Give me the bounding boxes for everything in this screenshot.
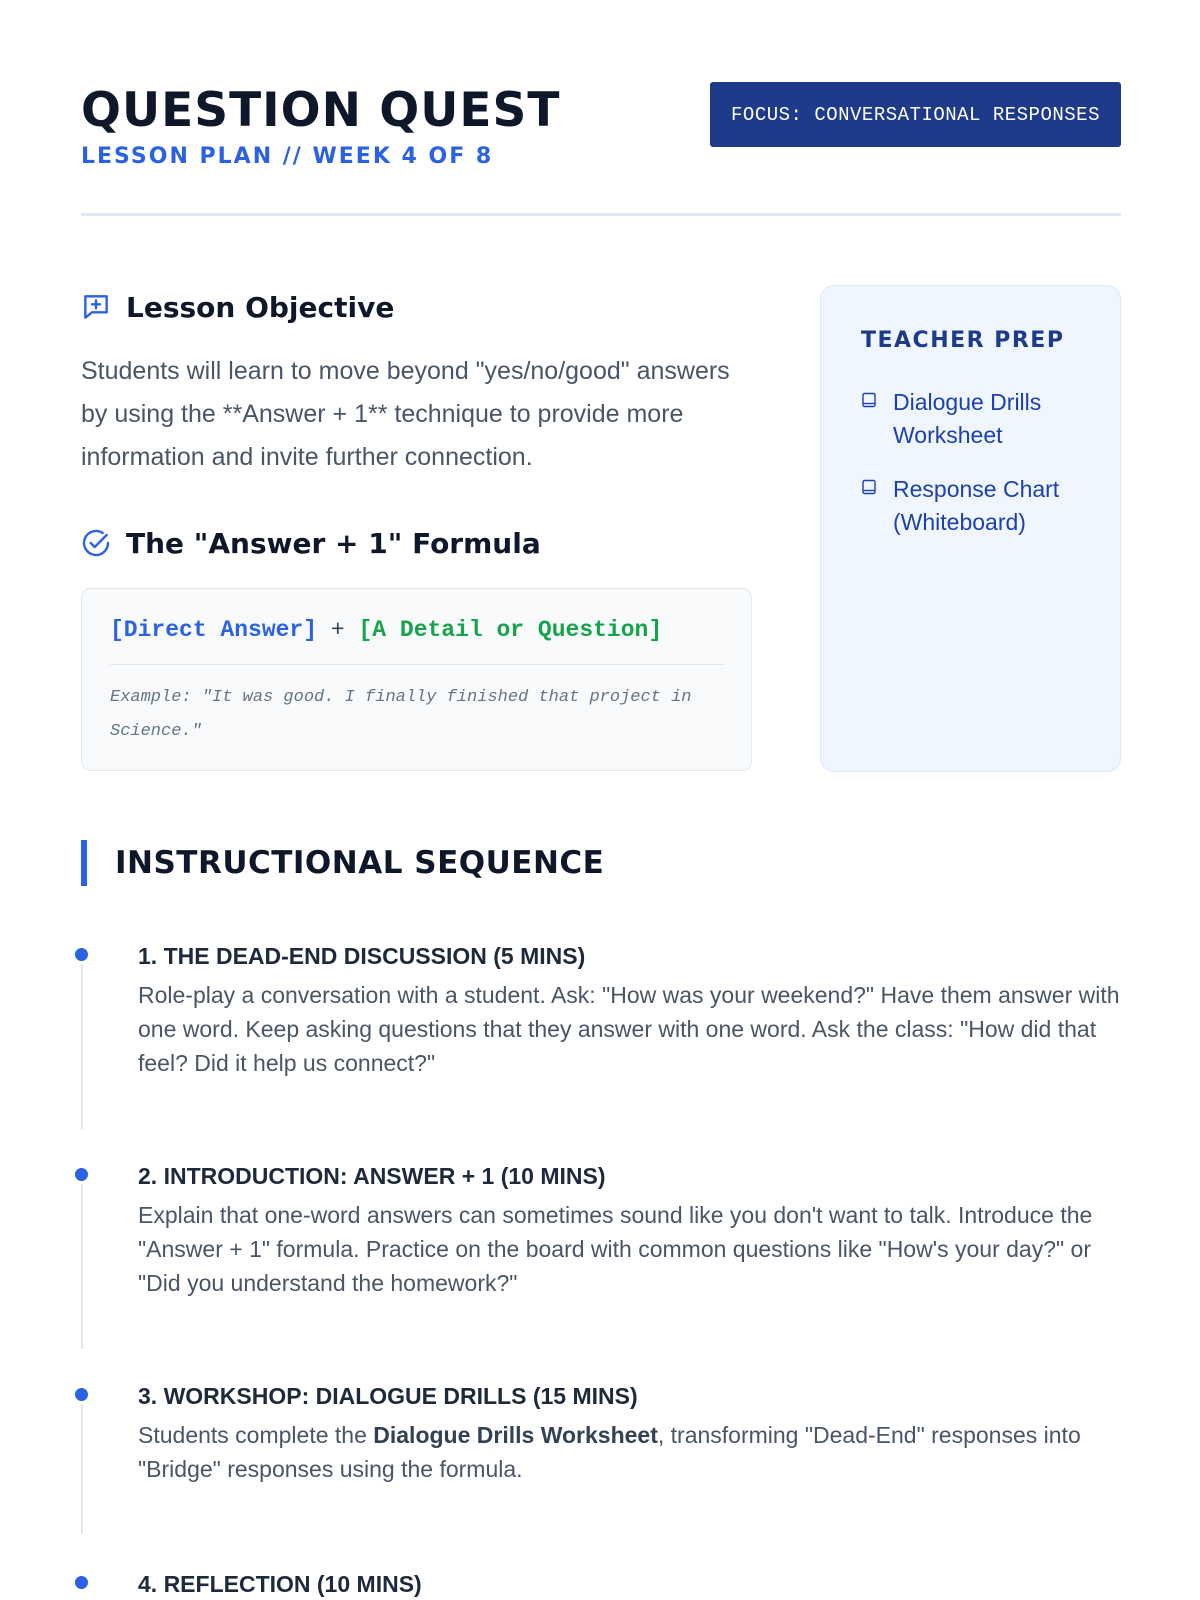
page-title: QUESTION QUEST <box>81 83 561 138</box>
step-title: 2. INTRODUCTION: ANSWER + 1 (10 MINS) <box>138 1163 606 1189</box>
step-description: Role-play a conversation with a student. Ask: "How was your weekend?" Have them answer with one word. Keep asking questions that they answer with one word. Ask the class: "How did that feel? Did it help us connect?" <box>138 982 1120 1076</box>
step-description <box>138 1418 1121 1486</box>
sequence-heading-label: INSTRUCTIONAL SEQUENCE <box>115 845 605 881</box>
formula-example: Example: "It was good. I finally finished that project in Science." <box>110 688 692 741</box>
formula-heading-label: The "Answer + 1" Formula <box>126 526 541 560</box>
bookmark-icon <box>861 479 879 499</box>
step-bullet <box>75 948 88 961</box>
check-circle-icon <box>79 526 113 560</box>
formula-part-direct-answer: [Direct Answer] <box>110 617 318 643</box>
formula-part-detail-or-question: [A Detail or Question] <box>358 617 663 643</box>
formula-plus: + <box>330 617 345 643</box>
teacher-prep-card <box>820 285 1121 772</box>
prep-item <box>861 386 1093 452</box>
teacher-prep-title: TEACHER PREP <box>861 328 1065 353</box>
step-description-text: Students complete the <box>138 1422 374 1448</box>
formula-box <box>81 588 752 771</box>
step-title: 1. THE DEAD-END DISCUSSION (5 MINS) <box>138 943 586 969</box>
worksheet-reference: Dialogue Drills Worksheet <box>373 1422 658 1448</box>
page-header <box>81 82 1121 217</box>
formula-line <box>110 617 662 643</box>
focus-badge: FOCUS: CONVERSATIONAL RESPONSES <box>710 82 1121 147</box>
header-divider <box>81 213 1121 216</box>
sequence-heading-bar <box>81 840 87 886</box>
bookmark-icon <box>861 392 879 412</box>
message-plus-icon <box>79 290 113 324</box>
formula-divider <box>110 664 724 665</box>
step-description-text: , transforming "Dead-End" responses into "Bridge" responses using the formula. <box>138 1422 1081 1482</box>
step-timeline-line <box>81 964 83 1129</box>
step-timeline-line <box>81 1184 83 1349</box>
sequence-heading <box>81 840 604 886</box>
step-title: 4. REFLECTION (10 MINS) <box>138 1571 422 1597</box>
objective-heading <box>79 290 394 324</box>
step-description: Explain that one-word answers can sometimes sound like you don't want to talk. Introduce the "Answer + 1" formula. Practice on the board with common questions like "How's your day?" or "Did you understand the homework?" <box>138 1202 1093 1296</box>
formula-heading <box>79 526 541 560</box>
objective-heading-label: Lesson Objective <box>126 290 395 324</box>
objective-text: Students will learn to move beyond "yes/no/good" answers by using the **Answer + 1** technique to provide more information and invite further connection. <box>81 357 730 471</box>
step-title: 3. WORKSHOP: DIALOGUE DRILLS (15 MINS) <box>138 1383 638 1409</box>
step-bullet <box>75 1388 88 1401</box>
step-bullet <box>75 1168 88 1181</box>
step-bullet <box>75 1576 88 1589</box>
page-subtitle: LESSON PLAN // WEEK 4 OF 8 <box>81 144 494 169</box>
prep-item <box>861 473 1093 539</box>
prep-item-label: Response Chart (Whiteboard) <box>893 476 1060 535</box>
prep-item-label: Dialogue Drills Worksheet <box>893 389 1042 448</box>
step-timeline-line <box>81 1404 83 1534</box>
